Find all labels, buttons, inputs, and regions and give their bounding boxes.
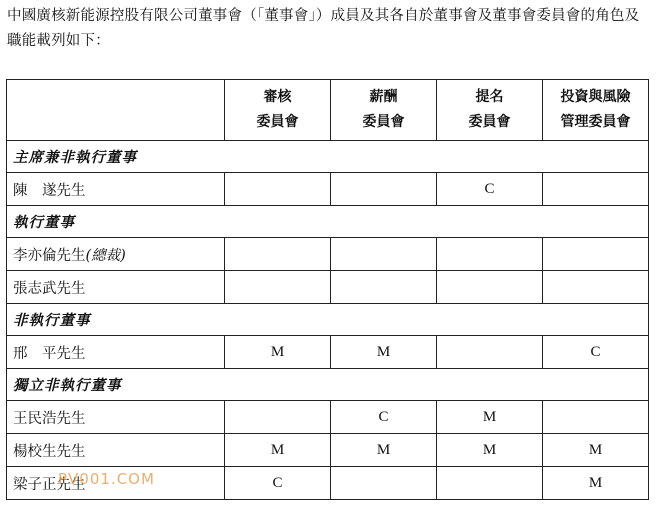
member-name: 張志武先生 xyxy=(13,280,86,297)
member-name: 邢 平先生 xyxy=(13,345,86,362)
committee-role-cell xyxy=(543,238,649,271)
board-committee-table xyxy=(6,79,649,500)
member-name: 楊校生先生 xyxy=(13,443,86,460)
member-row xyxy=(7,336,649,369)
member-title-note: (總裁) xyxy=(85,247,126,264)
committee-role-cell: M xyxy=(225,434,331,467)
committee-role-cell xyxy=(437,238,543,271)
member-row xyxy=(7,173,649,206)
member-name-cell xyxy=(7,336,225,369)
section-title: 獨立非執行董事 xyxy=(7,369,649,401)
member-name: 李亦倫先生 xyxy=(13,247,86,264)
member-name: 梁子正先生 xyxy=(13,476,86,493)
committee-role-cell: M xyxy=(331,434,437,467)
member-name-cell xyxy=(7,401,225,434)
committee-role-cell: C xyxy=(543,336,649,369)
committee-role-cell xyxy=(225,173,331,206)
section-row xyxy=(7,141,649,173)
member-name: 陳 遂先生 xyxy=(13,182,86,199)
committee-role-cell xyxy=(225,271,331,304)
committee-role-cell: C xyxy=(331,401,437,434)
committee-role-cell xyxy=(225,401,331,434)
header-investment-risk-committee: 投資與風險 管理委員會 xyxy=(543,80,649,141)
member-row xyxy=(7,434,649,467)
committee-role-cell xyxy=(543,271,649,304)
member-row xyxy=(7,238,649,271)
member-name-cell xyxy=(7,173,225,206)
section-title: 執行董事 xyxy=(7,206,649,238)
committee-role-cell xyxy=(437,336,543,369)
committee-role-cell: M xyxy=(225,336,331,369)
intro-paragraph: 中國廣核新能源控股有限公司董事會（「董事會」）成員及其各自於董事會及董事會委員會的角色及職能載列如下： xyxy=(7,8,640,49)
section-title: 非執行董事 xyxy=(7,304,649,336)
committee-role-cell: M xyxy=(331,336,437,369)
committee-role-cell xyxy=(437,271,543,304)
member-row xyxy=(7,401,649,434)
committee-role-cell xyxy=(331,271,437,304)
committee-role-cell xyxy=(331,238,437,271)
header-empty-cell xyxy=(7,80,225,141)
committee-role-cell xyxy=(225,238,331,271)
committee-role-cell xyxy=(543,173,649,206)
section-row xyxy=(7,206,649,238)
section-row xyxy=(7,304,649,336)
member-name-cell xyxy=(7,434,225,467)
watermark: PV001.COM xyxy=(58,470,155,488)
committee-role-cell: C xyxy=(225,467,331,500)
member-name: 王民浩先生 xyxy=(13,410,86,427)
committee-role-cell: M xyxy=(437,434,543,467)
committee-role-cell xyxy=(331,467,437,500)
header-audit-committee: 審核 委員會 xyxy=(225,80,331,141)
header-nomination-committee: 提名 委員會 xyxy=(437,80,543,141)
header-row xyxy=(7,80,649,141)
committee-role-cell xyxy=(543,401,649,434)
section-title: 主席兼非執行董事 xyxy=(7,141,649,173)
committee-role-cell xyxy=(437,467,543,500)
committee-role-cell: M xyxy=(543,467,649,500)
member-name-cell xyxy=(7,238,225,271)
member-row xyxy=(7,271,649,304)
section-row xyxy=(7,369,649,401)
committee-role-cell: M xyxy=(543,434,649,467)
member-name-cell xyxy=(7,271,225,304)
header-remuneration-committee: 薪酬 委員會 xyxy=(331,80,437,141)
committee-role-cell: C xyxy=(437,173,543,206)
committee-role-cell xyxy=(331,173,437,206)
committee-role-cell: M xyxy=(437,401,543,434)
